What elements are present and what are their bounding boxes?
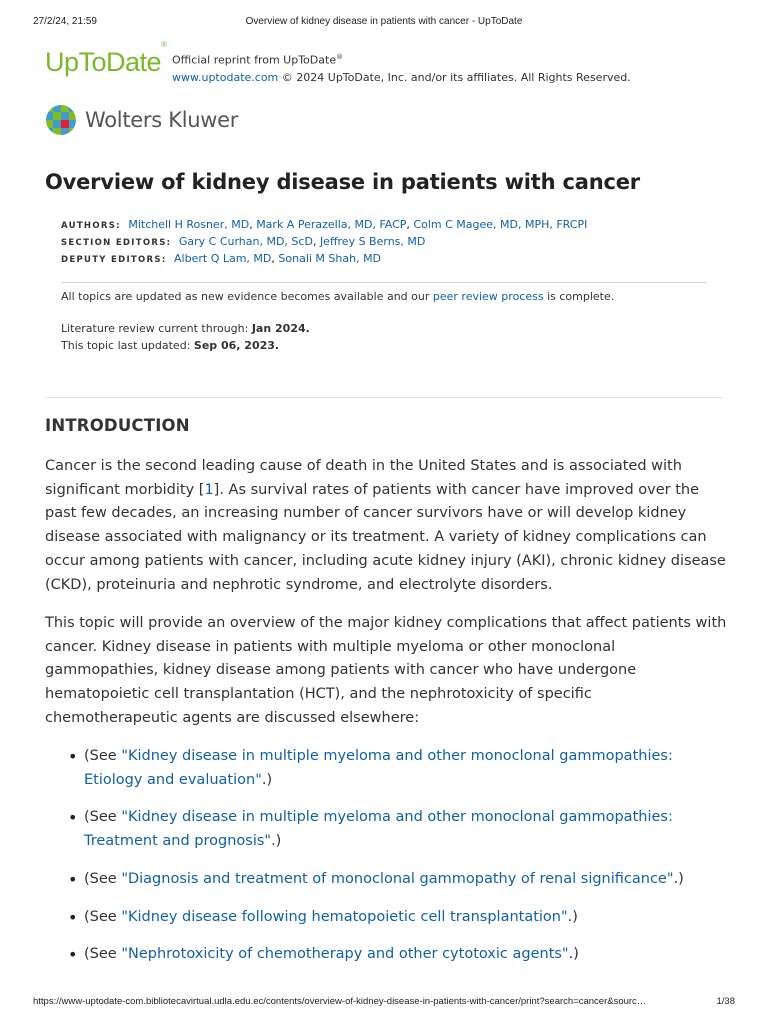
topic-link[interactable]: "Diagnosis and treatment of monoclonal gammopathy of renal significance"	[121, 870, 674, 887]
para1-text-before: Cancer is the second leading cause of death in the United States and is associated with significant morbidity [	[45, 458, 682, 498]
list-item	[68, 906, 728, 930]
deputy-editors-label: DEPUTY EDITORS:	[61, 255, 167, 265]
see-prefix: (See	[84, 946, 122, 963]
intro-paragraph-2: This topic will provide an overview of the major kidney complications that affect patients with cancer. Kidney disease in patients with multiple myeloma or other monoclonal gammopathies, kidney disease among patients with cancer who have undergone hematopoietic cell transplantation (HCT), and the nephrotoxicity of specific chemotherapeutic agents are discussed elsewhere:	[45, 615, 727, 726]
see-prefix: (See	[84, 809, 122, 826]
see-prefix: (See	[84, 748, 122, 764]
see-suffix: .)	[568, 946, 579, 963]
reprint-notice	[172, 49, 631, 86]
wolters-kluwer-name: Wolters Kluwer	[85, 108, 239, 132]
list-item	[68, 745, 728, 792]
last-updated-label: This topic last updated:	[61, 339, 194, 352]
section-editors-line: SECTION EDITORS: Gary C Curhan, MD, ScD, Jeffrey S Berns, MD	[61, 235, 426, 248]
see-prefix: (See	[84, 908, 122, 925]
see-suffix: .)	[567, 908, 578, 925]
author-link[interactable]: Mitchell H Rosner, MD	[128, 218, 250, 231]
print-datetime: 27/2/24, 21:59	[33, 16, 97, 27]
wolters-kluwer-logo	[45, 104, 345, 136]
article-credits	[61, 217, 721, 268]
brand-row	[45, 40, 735, 84]
last-updated-date: Sep 06, 2023	[193, 339, 275, 352]
introduction-heading: INTRODUCTION	[45, 416, 190, 435]
peer-review-link[interactable]: peer review process	[432, 290, 544, 303]
reprint-text: Official reprint from UpToDate	[172, 53, 337, 67]
print-header	[33, 16, 735, 30]
page-indicator: 1/38	[716, 996, 735, 1007]
see-suffix: .)	[261, 771, 273, 788]
wolters-kluwer-globe-icon	[45, 104, 77, 136]
topic-link[interactable]: "Kidney disease in multiple myeloma and other monoclonal gammopathies: Treatment and prognosis"	[84, 809, 673, 850]
reference-link[interactable]: 1	[204, 481, 214, 498]
update-note	[61, 290, 614, 303]
divider	[45, 397, 722, 398]
topic-link[interactable]: "Kidney disease following hematopoietic cell transplantation"	[121, 908, 568, 925]
uptodate-logo-text: UpToDate	[45, 47, 162, 77]
authors-label: AUTHORS:	[61, 221, 121, 231]
divider	[61, 282, 707, 283]
uptodate-logo-registered: ®	[161, 40, 167, 49]
section-editors-label: SECTION EDITORS:	[61, 238, 172, 248]
copyright-text: © 2024 UpToDate, Inc. and/or its affiliates. All Rights Reserved.	[281, 70, 631, 84]
see-suffix: .)	[271, 833, 282, 850]
author-link[interactable]: Mark A Perazella, MD, FACP	[256, 218, 407, 231]
article-title: Overview of kidney disease in patients with cancer	[45, 170, 640, 194]
deputy-editor-link[interactable]: Sonali M Shah, MD	[278, 252, 382, 265]
lit-review-label: Literature review current through:	[61, 322, 252, 335]
authors-line: AUTHORS: Mitchell H Rosner, MD, Mark A Perazella, MD, FACP, Colm C Magee, MD, MPH, FRCPI	[61, 218, 588, 231]
list-item	[68, 943, 728, 967]
update-note-after: is complete.	[543, 290, 615, 303]
deputy-editor-link[interactable]: Albert Q Lam, MD	[174, 252, 272, 265]
uptodate-site-link[interactable]: www.uptodate.com	[172, 70, 279, 84]
reprint-registered: ®	[336, 53, 344, 61]
section-editor-link[interactable]: Jeffrey S Berns, MD	[319, 235, 426, 248]
lit-review-date: Jan 2024	[251, 322, 306, 335]
list-item	[68, 868, 728, 892]
para1-text-after: ]. As survival rates of patients with cancer have improved over the past few decades, an increasing number of cancer survivors have or will develop kidney disease associated with malignancy or its treatment. A variety of kidney complications can occur among patients with cancer, including acute kidney injury (AKI), chronic kidney disease (CKD), proteinuria and nephrotic syndrome, and electrolyte disorders.	[45, 481, 726, 593]
see-also-list	[68, 745, 728, 981]
topic-link[interactable]: "Nephrotoxicity of chemotherapy and other cytotoxic agents"	[121, 946, 569, 963]
update-note-before: All topics are updated as new evidence becomes available and our	[61, 290, 433, 303]
see-prefix: (See	[84, 870, 122, 887]
uptodate-logo[interactable]	[45, 40, 167, 78]
print-footer	[33, 996, 735, 1010]
print-page-title: Overview of kidney disease in patients with cancer - UpToDate	[245, 16, 523, 27]
print-url: https://www-uptodate-com.bibliotecavirtual.udla.edu.ec/contents/overview-of-kidney-disease-in-patients-with-cancer/print?search=cancer&sourc…	[33, 996, 647, 1007]
topic-link[interactable]: "Kidney disease in multiple myeloma and other monoclonal gammopathies: Etiology and evaluation"	[84, 748, 673, 788]
list-item	[68, 806, 728, 853]
section-editor-link[interactable]: Gary C Curhan, MD, ScD	[178, 235, 313, 248]
see-suffix: .)	[673, 870, 684, 887]
deputy-editors-line: DEPUTY EDITORS: Albert Q Lam, MD, Sonali M Shah, MD	[61, 252, 382, 265]
author-link[interactable]: Colm C Magee, MD, MPH, FRCPI	[413, 218, 588, 231]
review-dates: Literature review current through: Jan 2024. This topic last updated: Sep 06, 2023.	[61, 322, 310, 352]
intro-paragraph-1	[45, 455, 727, 597]
